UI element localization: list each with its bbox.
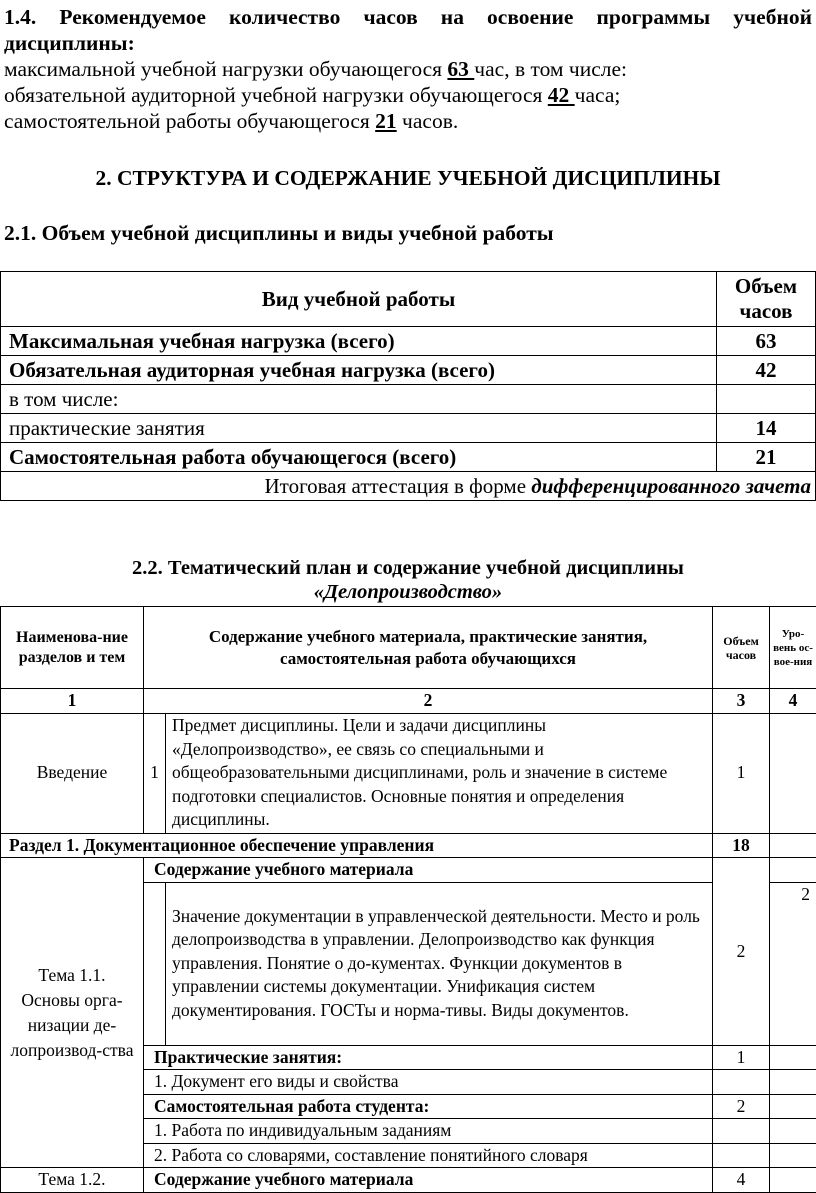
self-work-value: 21 [375, 109, 397, 133]
workload-header-row [1, 272, 816, 327]
self-work-line [4, 108, 458, 134]
topic-1-1-level: 2 [770, 882, 816, 1045]
topic-1-1-content-hours: 2 [713, 858, 770, 1046]
final-attestation-text: Итоговая аттестация в форме [265, 474, 532, 498]
workload-row-label: Обязательная аудиторная учебная нагрузка (всего) [1, 356, 717, 385]
topic-1-1-self-item-2-level [770, 1143, 816, 1168]
workload-row-value: 42 [717, 356, 816, 385]
section-1-hours: 18 [713, 833, 770, 858]
topic-1-1-self-item-2: 2. Работа со словарями, составление понятийного словаря [144, 1143, 713, 1168]
intro-number: 1 [144, 713, 166, 833]
topic-1-1-self-item-2-hours [713, 1143, 770, 1168]
topic-1-1-practice-hours: 1 [713, 1045, 770, 1070]
section-1-4-heading-cont: дисциплины: [4, 30, 135, 56]
topic-1-2-name: Тема 1.2. [1, 1168, 144, 1193]
section-2-title: 2. СТРУКТУРА И СОДЕРЖАНИЕ УЧЕБНОЙ ДИСЦИПЛИНЫ [0, 166, 816, 191]
section-1-row [1, 833, 816, 858]
table-row [1, 327, 816, 356]
workload-row-value: 63 [717, 327, 816, 356]
final-attestation [1, 472, 816, 501]
workload-col2-header-line2: часов [740, 299, 793, 323]
topic-1-1-practice-header: Практические занятия: [144, 1045, 713, 1070]
topic-1-2-content-header: Содержание учебного материала [144, 1168, 713, 1193]
aud-load-suffix: часа; [575, 83, 621, 107]
self-work-text: самостоятельной работы обучающегося [4, 109, 375, 133]
table-row [1, 356, 816, 385]
plan-numbers-row [1, 689, 816, 714]
aud-load-line [4, 82, 620, 108]
self-work-suffix: часов. [397, 109, 459, 133]
plan-table [0, 606, 816, 1193]
topic-1-1-practice-level [770, 1045, 816, 1070]
topic-1-1-content-header: Содержание учебного материала [144, 858, 713, 883]
col-number: 1 [1, 689, 144, 714]
section-1-title: Раздел 1. Документационное обеспечение управления [1, 833, 713, 858]
final-attestation-form: дифференцированного зачета [531, 474, 811, 498]
plan-header-row [1, 607, 816, 689]
max-load-text: максимальной учебной нагрузки обучающегося [4, 57, 447, 81]
topic-1-1-self-item-1-level [770, 1119, 816, 1144]
topic-1-1-self-item-1: 1. Работа по индивидуальным заданиям [144, 1119, 713, 1144]
col-number: 3 [713, 689, 770, 714]
workload-row-label: Самостоятельная работа обучающегося (всего) [1, 443, 717, 472]
topic-1-1-self-item-1-hours [713, 1119, 770, 1144]
max-load-value: 63 [447, 57, 474, 81]
plan-col2-header: Содержание учебного материала, практические занятия, самостоятельная работа обучающихся [144, 607, 713, 689]
aud-load-value: 42 [548, 83, 575, 107]
section-1-level [770, 833, 816, 858]
table-row [1, 385, 816, 414]
topic-1-1-practice-item-hours [713, 1070, 770, 1095]
plan-col3-header: Объем часов [713, 607, 770, 689]
topic-1-1-name: Тема 1.1. Основы орга-низации де-лопроизвод-ства [1, 858, 144, 1168]
topic-1-2-row [1, 1168, 816, 1193]
topic-1-1-level-empty [770, 858, 816, 883]
intro-text: Предмет дисциплины. Цели и задачи дисциплины «Делопроизводство», ее связь со специальными и общеобразовательными дисциплинами, роль и значение в системе подготовки специалистов. Основные понятия и определения дисциплины. [166, 713, 713, 833]
topic-1-1-self-hours: 2 [713, 1094, 770, 1119]
col-number: 2 [144, 689, 713, 714]
col-number: 4 [770, 689, 816, 714]
intro-level [770, 713, 816, 833]
section-1-4-heading: 1.4. Рекомендуемое количество часов на освоение программы учебной [4, 4, 812, 30]
table-row [1, 443, 816, 472]
section-2-1-title: 2.1. Объем учебной дисциплины и виды учебной работы [4, 220, 554, 246]
plan-col4-header: Уро-вень ос-вое-ния [770, 607, 816, 689]
workload-col1-header: Вид учебной работы [1, 272, 717, 327]
final-attestation-row [1, 472, 816, 501]
topic-1-1-practice-item: 1. Документ его виды и свойства [144, 1070, 713, 1095]
workload-table [0, 271, 816, 501]
max-load-suffix: час, в том числе: [474, 57, 627, 81]
workload-row-label: практические занятия [1, 414, 717, 443]
max-load-line [4, 56, 627, 82]
workload-col2-header [717, 272, 816, 327]
workload-row-value: 14 [717, 414, 816, 443]
table-row [1, 414, 816, 443]
topic-1-1-self-header: Самостоятельная работа студента: [144, 1094, 713, 1119]
intro-hours: 1 [713, 713, 770, 833]
topic-1-1-content-spacer [144, 882, 166, 1045]
topic-1-1-content-header-row [1, 858, 816, 883]
workload-row-label: Максимальная учебная нагрузка (всего) [1, 327, 717, 356]
topic-1-1-self-level [770, 1094, 816, 1119]
aud-load-text: обязательной аудиторной учебной нагрузки обучающегося [4, 83, 548, 107]
intro-name: Введение [1, 713, 144, 833]
plan-col1-header: Наименова-ние разделов и тем [1, 607, 144, 689]
section-2-2-title: 2.2. Тематический план и содержание учебной дисциплины [0, 557, 816, 580]
workload-row-value [717, 385, 816, 414]
section-2-2-subtitle: «Делопроизводство» [0, 581, 816, 604]
workload-col2-header-line1: Объем [735, 274, 797, 298]
topic-1-2-hours: 4 [713, 1168, 770, 1193]
topic-1-1-practice-item-level [770, 1070, 816, 1095]
topic-1-1-content-text: Значение документации в управленческой деятельности. Место и роль делопроизводства в управлении. Делопроизводство как функция управления. Понятие о до-кументах. Функции документов в управлении системы документации. Унификация систем документирования. ГОСТы и норма-тивы. Виды документов. [166, 882, 713, 1045]
workload-row-value: 21 [717, 443, 816, 472]
intro-row [1, 713, 816, 833]
topic-1-2-level [770, 1168, 816, 1193]
workload-row-label: в том числе: [1, 385, 717, 414]
